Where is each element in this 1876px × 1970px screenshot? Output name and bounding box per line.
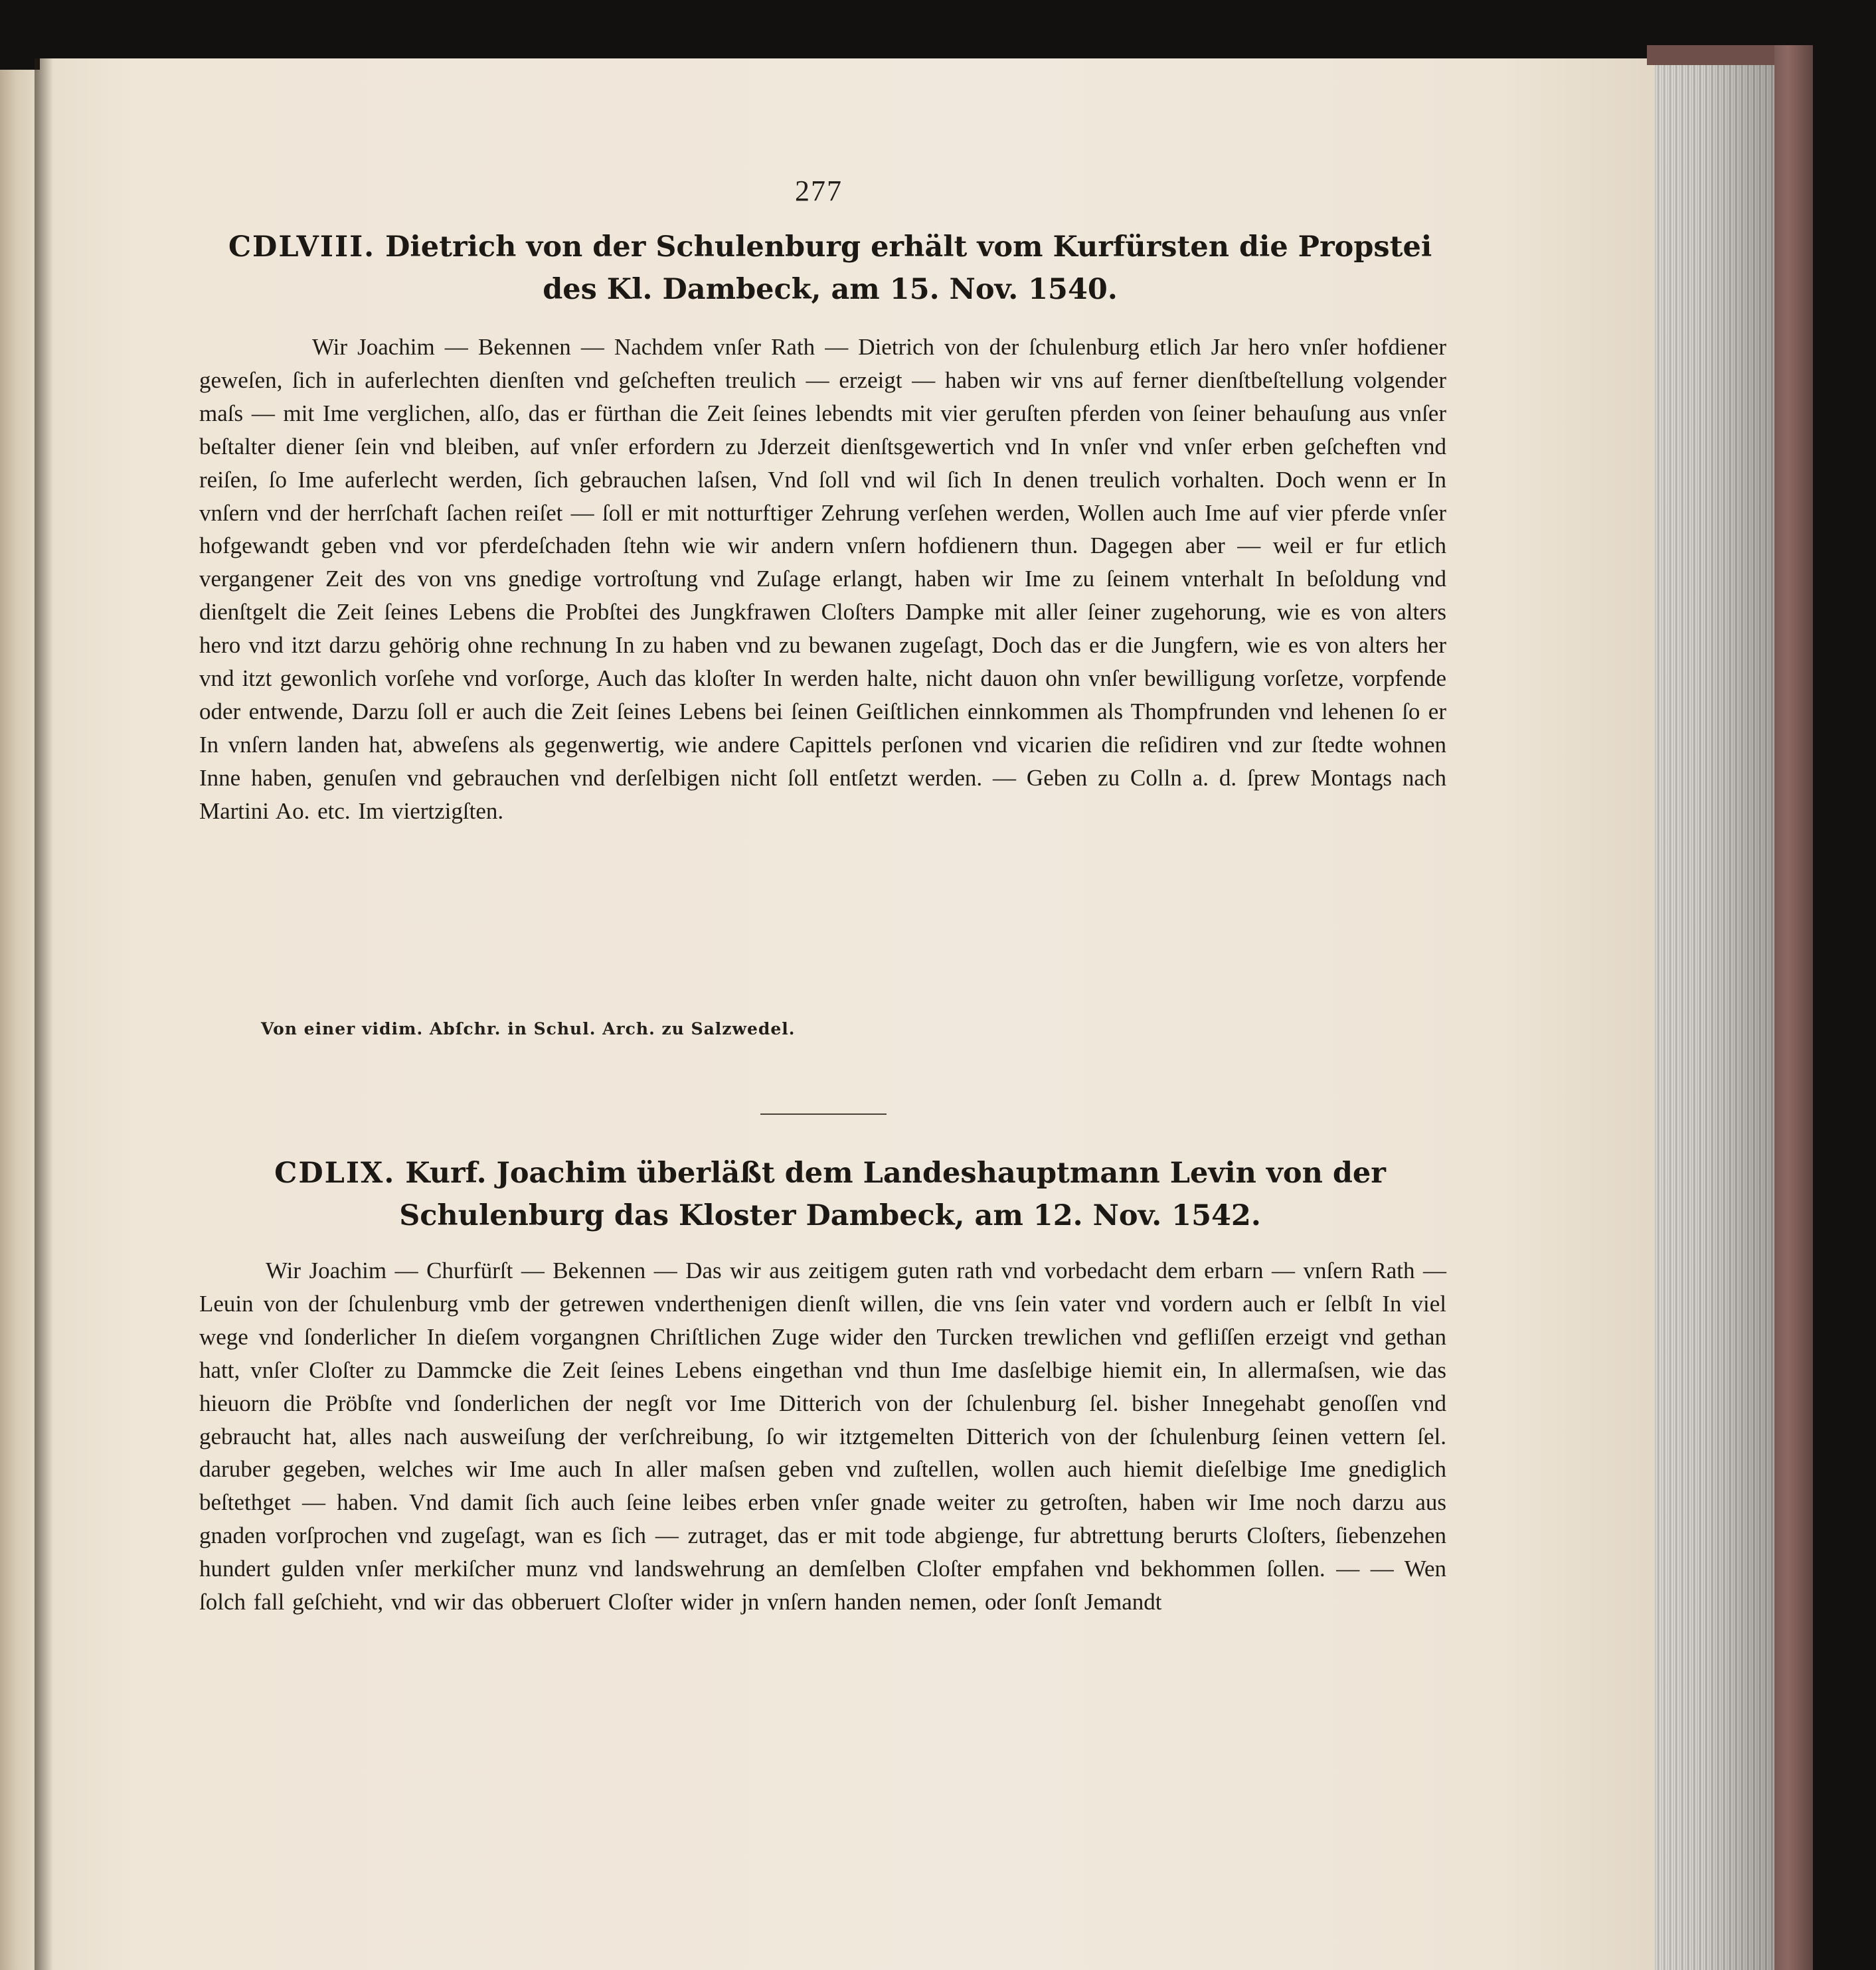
document-body-1: Wir Joachim — Bekennen — Nachdem vnſer Rath — Dietrich von der ſchulenburg etlich Jar hero vnſer hofdiener geweſen, ſich in auferlechten dienſten vnd geſcheften treulich — erzeigt — haben wir vns auf ferner dienſtbeſtellung volgender maſs — mit Ime verglichen, alſo, das er fürthan die Zeit ſeines lebendts mit vier geruſten pferden von ſeiner behauſung aus vnſer beſtalter diener ſein vnd bleiben, auf vnſer erfordern zu Jderzeit dienſtsgewertich vnd In vnſer vnd vnſer erben geſcheften vnd reiſen, ſo Ime auferlecht werden, ſich gebrauchen laſsen, Vnd ſoll vnd wil ſich In denen treulich vorhalten. Doch wenn er In vnſern vnd der herrſchaft ſachen reiſet — ſoll er mit notturftiger Zehrung verſehen werden, Wollen auch Ime auf vier pferde vnſer hofgewandt geben vnd vor pferdeſchaden ſtehn wie wir andern vnſern hofdienern thun. Dagegen aber — weil er fur etlich vergangener Zeit des von vns gnedige vortroſtung vnd Zuſage erlangt, haben wir Ime zu ſeinem vnterhalt In beſoldung vnd dienſtgelt die Zeit ſeines Lebens die Probſtei des Jungkfrawen Cloſters Dampke mit aller ſeiner zugehorung, wie es von alters hero vnd itzt darzu gehörig ohne rechnung In zu haben vnd zu bewanen zugeſagt, Doch das er die Jungfern, wie es von alters her vnd itzt gewonlich vorſehe vnd vorſorge, Auch das kloſter In werden halte, nicht dauon ohn vnſer bewilligung vorſetze, vorpfende oder entwende, Darzu ſoll er auch die Zeit ſeines Lebens bei ſeinen Geiſtlichen einnkommen als Thompfrunden vnd lehenen ſo er In vnſern landen hat, abweſens als gegenwertig, wie andere Capittels perſonen vnd vicarien die reſidiren vnd zur ſtedte wohnen Inne haben, genuſen vnd gebrauchen vnd derſelbigen nicht ſoll entſetzt werden. — Geben zu Colln a. d. ſprew Montags nach Martini Ao. etc. Im viertzigſten. (199, 334, 1446, 824)
document-heading-2 (199, 1152, 1461, 1237)
page-number: 277 (795, 175, 843, 207)
section-divider (760, 1113, 887, 1115)
document-number-2: CDLIX. (274, 1157, 396, 1190)
page-block-shade (1655, 61, 1776, 1970)
document-number-1: CDLVIII. (228, 230, 376, 264)
book-cover-edge (1774, 45, 1813, 1970)
document-title-1: Dietrich von der Schulenburg erhält vom Kurfürsten die Propstei des Kl. Dambeck, am 15. Nov. 1540. (385, 230, 1432, 306)
source-note: Von einer vidim. Abſchr. in Schul. Arch. zu Salzwedel. (261, 1019, 796, 1038)
gutter-shadow (35, 58, 53, 1970)
document-body-2: Wir Joachim — Churfürſt — Bekennen — Das wir aus zeitigem guten rath vnd vorbedacht dem erbarn — vnſern Rath — Leuin von der ſchulenburg vmb der getrewen vnderthenigen dienſt willen, die vns ſein vater vnd vordern auch er ſelbſt In viel wege vnd ſonderlicher In dieſem vorgangnen Chriſtlichen Zuge wider den Turcken trewlichen vnd gefliſſen erzeigt vnd gethan hatt, vnſer Cloſter zu Dammcke die Zeit ſeines Lebens eingethan vnd thun Ime dasſelbige hiemit ein, In allermaſsen, wie das hieuorn die Pröbſte vnd ſonderlichen der negſt vor Ime Ditterich von der ſchulenburg ſel. bisher Innegehabt genoſſen vnd gebraucht hat, alles nach ausweiſung der verſchreibung, ſo wir itztgemelten Ditterich von der ſchulenburg ſeinen vettern ſel. daruber gegeben, welches wir Ime auch In aller maſsen geben vnd zuſtellen, wollen auch hiemit dieſelbige Ime gnediglich beſtethget — haben. Vnd damit ſich auch ſeine leibes erben vnſer gnade weiter zu getroſten, haben wir Ime noch darzu aus gnaden vorſprochen vnd zugeſagt, wan es ſich — zutraget, das er mit tode abgienge, fur abtrettung berurts Cloſters, ſiebenzehen hundert gulden vnſer merkiſcher munz vnd landswehrung an demſelben Cloſter empfahen vnd bekhommen ſollen. — — Wen ſolch fall geſchieht, vnd wir das obberuert Cloſter wider jn vnſern handen nemen, oder ſonſt Jemandt (199, 1258, 1446, 1615)
document-title-2: Kurf. Joachim überläßt dem Landeshauptmann Levin von der Schulenburg das Kloster Dambeck, am 12. Nov. 1542. (399, 1157, 1386, 1232)
document-heading-1 (199, 226, 1461, 311)
